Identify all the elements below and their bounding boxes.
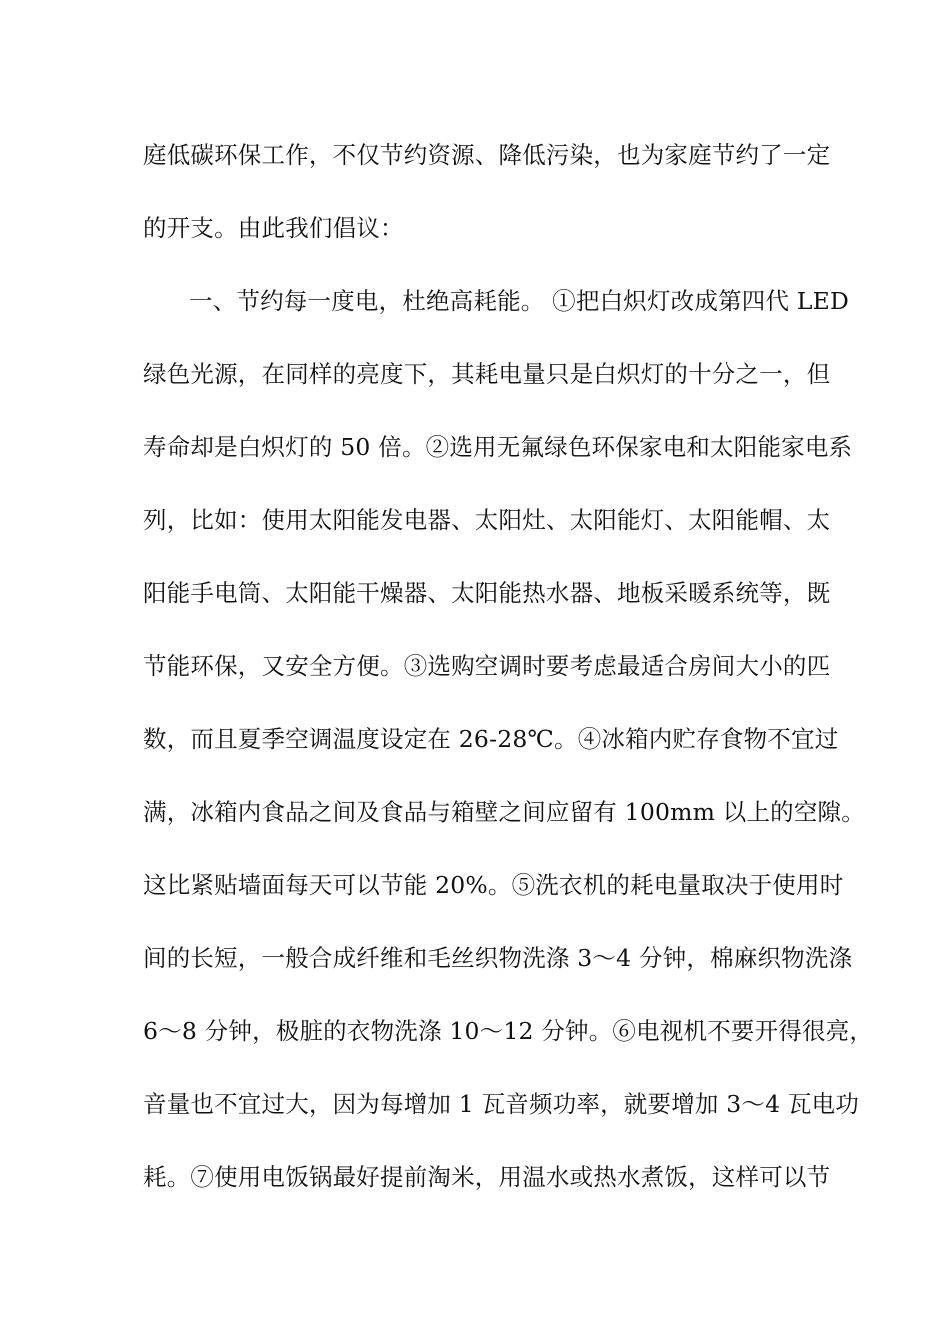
paragraph-line: 寿命却是白炽灯的 50 倍。②选用无氟绿色环保家电和太阳能家电系 — [143, 433, 853, 461]
paragraph-line: 满，冰箱内食品之间及食品与箱壁之间应留有 100mm 以上的空隙。 — [143, 798, 865, 826]
paragraph-line: 间的长短，一般合成纤维和毛丝织物洗涤 3～4 分钟，棉麻织物洗涤 — [143, 944, 853, 972]
paragraph-line: 耗。⑦使用电饭锅最好提前淘米，用温水或热水煮饭，这样可以节 — [143, 1163, 831, 1191]
paragraph-line: 数，而且夏季空调温度设定在 26-28℃。④冰箱内贮存食物不宜过 — [143, 725, 839, 753]
paragraph-line: 的开支。由此我们倡议： — [143, 214, 404, 242]
paragraph-line: 这比紧贴墙面每天可以节能 20%。⑤洗衣机的耗电量取决于使用时 — [143, 871, 844, 899]
paragraph-line: 绿色光源，在同样的亮度下，其耗电量只是白炽灯的十分之一，但 — [143, 360, 831, 388]
paragraph-line: 阳能手电筒、太阳能干燥器、太阳能热水器、地板采暖系统等，既 — [143, 579, 831, 607]
paragraph-line: 庭低碳环保工作，不仅节约资源、降低污染，也为家庭节约了一定 — [143, 141, 831, 169]
paragraph-line: 列，比如：使用太阳能发电器、太阳灶、太阳能灯、太阳能帽、太 — [143, 506, 831, 534]
paragraph-line: 6～8 分钟，极脏的衣物洗涤 10～12 分钟。⑥电视机不要开得很亮， — [143, 1017, 874, 1045]
paragraph-line: 音量也不宜过大，因为每增加 1 瓦音频功率，就要增加 3～4 瓦电功 — [143, 1090, 860, 1118]
section-heading-line: 一、节约每一度电，杜绝高耗能。 ①把白炽灯改成第四代 LED — [189, 287, 850, 315]
paragraph-line: 节能环保，又安全方便。③选购空调时要考虑最适合房间大小的匹 — [143, 652, 831, 680]
